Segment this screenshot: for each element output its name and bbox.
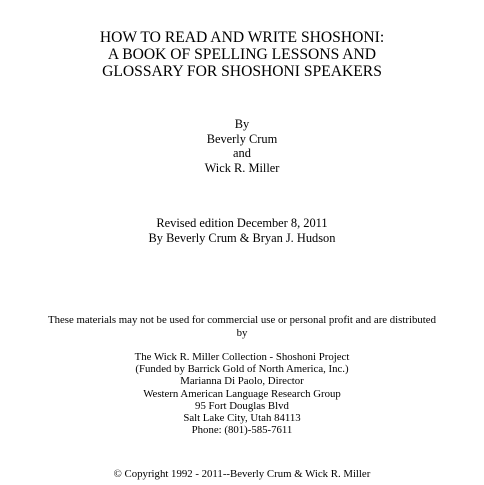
collection-city: Salt Lake City, Utah 84113 [183, 412, 301, 425]
revision-authors: By Beverly Crum & Bryan J. Hudson [148, 230, 336, 245]
author-name-1: Beverly Crum [206, 131, 278, 146]
collection-name: The Wick R. Miller Collection - Shoshoni Project [134, 351, 350, 363]
collection-street: 95 Fort Douglas Blvd [195, 399, 289, 412]
title-line-2: A BOOK OF SPELLING LESSONS AND [107, 46, 377, 63]
collection-group: Western American Language Research Group [143, 387, 341, 400]
title-line-3: GLOSSARY FOR SHOSHONI SPEAKERS [102, 63, 382, 80]
revision-note [0, 216, 484, 245]
author-credits [0, 117, 484, 175]
revision-date: Revised edition December 8, 2011 [156, 216, 328, 230]
title-line-1: HOW TO READ AND WRITE SHOSHONI: [99, 29, 385, 46]
author-by: By [234, 117, 250, 131]
copyright-notice [0, 468, 484, 480]
notice-line-2: by [236, 326, 248, 339]
distribution-notice [0, 314, 484, 339]
document-title [0, 29, 484, 80]
notice-line-1: These materials may not be used for commercial use or personal profit and are distributed [48, 314, 436, 326]
copyright-text: © Copyright 1992 - 2011--Beverly Crum & Wick R. Miller [113, 468, 371, 480]
author-conjunction: and [233, 146, 251, 161]
collection-phone: Phone: (801)-585-7611 [191, 424, 293, 437]
collection-address [0, 351, 484, 436]
collection-funding: (Funded by Barrick Gold of North America, Inc.) [135, 363, 349, 376]
collection-director: Marianna Di Paolo, Director [180, 375, 304, 388]
author-name-2: Wick R. Miller [204, 160, 280, 175]
